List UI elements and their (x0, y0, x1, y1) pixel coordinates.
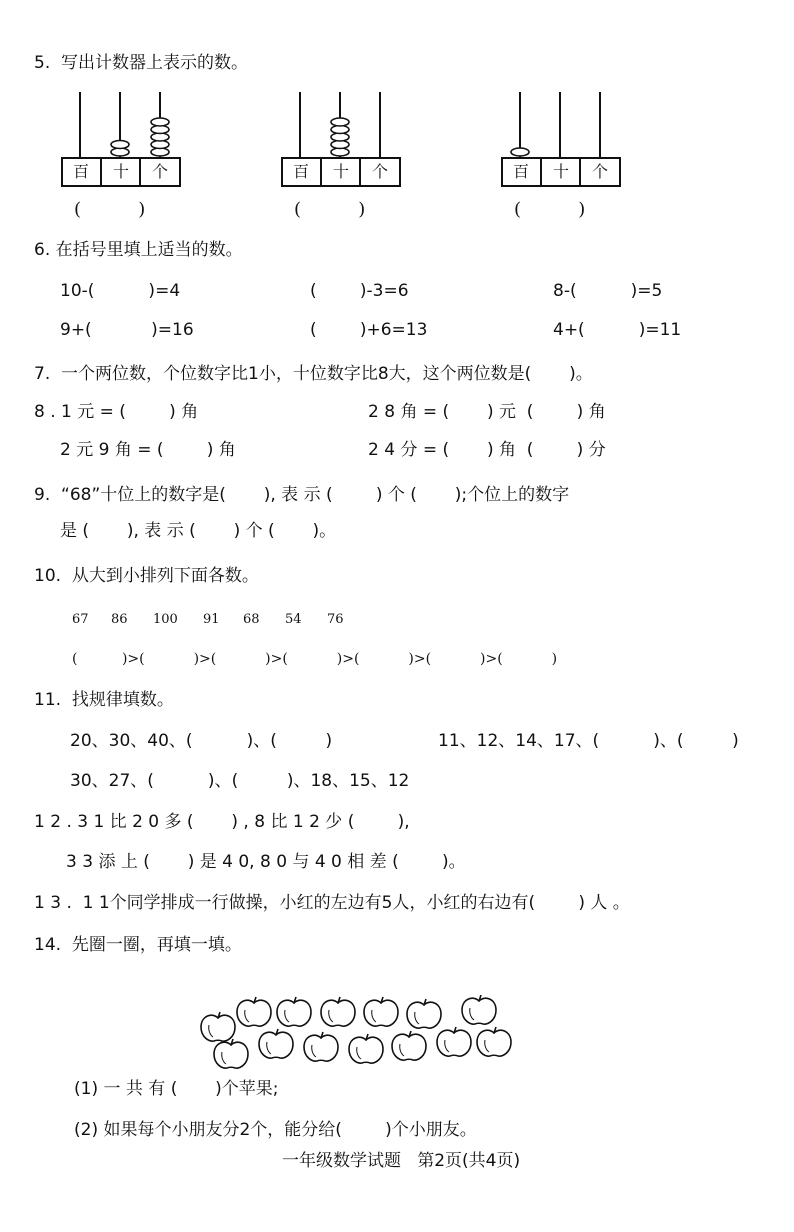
apple-icon (321, 997, 355, 1026)
q5-answer-2[interactable]: ( ) (294, 199, 366, 220)
q8-item-3[interactable]: 2 元 9 角 = ( ) 角 (60, 440, 236, 460)
label-tens: 十 (333, 162, 350, 181)
label-ones: 个 (372, 162, 389, 181)
page-footer: 一年级数学试题 第2页(共4页) (282, 1151, 521, 1171)
q10-number: 54 (285, 612, 302, 627)
apple-group (185, 978, 516, 1079)
apple-icon (214, 1039, 248, 1068)
apple-icon (437, 1027, 471, 1056)
q11-title: 11. 找规律填数。 (34, 690, 174, 710)
q6-item-4[interactable]: 9+( )=16 (60, 320, 194, 340)
q10-number: 100 (153, 612, 178, 627)
q6-item-1[interactable]: 10-( )=4 (60, 281, 181, 301)
q10-title: 10. 从大到小排列下面各数。 (34, 566, 259, 586)
apple-icon (392, 1031, 426, 1060)
q14-sub-1[interactable]: (1) 一 共 有 ( )个苹果; (74, 1079, 279, 1099)
q13-text[interactable]: 1 3 . 1 1个同学排成一行做操，小红的左边有5人，小红的右边有( ) 人 。 (34, 893, 630, 913)
q10-number: 86 (111, 612, 128, 627)
apple-icon (277, 997, 311, 1026)
label-tens: 十 (553, 162, 570, 181)
q9-line-2[interactable]: 是 ( ), 表 示 ( ) 个 ( )。 (60, 521, 337, 541)
abacus-bead (511, 148, 529, 156)
q6-item-6[interactable]: 4+( )=11 (553, 320, 682, 340)
apple-icon (237, 997, 271, 1026)
q10-number: 68 (243, 612, 260, 627)
q7-text[interactable]: 7. 一个两位数，个位数字比1小，十位数字比8大，这个两位数是( )。 (34, 364, 593, 384)
apple-icon (259, 1029, 293, 1058)
apple-icon (349, 1034, 383, 1063)
q6-item-5[interactable]: ( )+6=13 (310, 320, 428, 340)
q14-sub-2[interactable]: (2) 如果每个小朋友分2个，能分给( )个小朋友。 (74, 1120, 477, 1140)
abacus-bead (331, 118, 349, 126)
q8-item-1[interactable]: 8 . 1 元 = ( ) 角 (34, 402, 199, 422)
apple-icon (364, 997, 398, 1026)
q10-number: 76 (327, 612, 344, 627)
label-hundreds: 百 (293, 162, 310, 181)
q11-row2[interactable]: 30、27、( )、( )、18、15、12 (70, 771, 410, 791)
label-ones: 个 (152, 162, 169, 181)
q10-number: 67 (72, 612, 89, 627)
abacus-bead (111, 141, 129, 149)
q10-answer[interactable]: ( )>( )>( )>( )>( )>( )>( ) (72, 651, 558, 667)
label-ones: 个 (592, 162, 609, 181)
apple-icon (304, 1032, 338, 1061)
q5-answer-1[interactable]: ( ) (74, 199, 146, 220)
apple-icon (477, 1027, 511, 1056)
q12-line-1[interactable]: 1 2 . 3 1 比 2 0 多 ( ) , 8 比 1 2 少 ( ), (34, 812, 410, 832)
q6-item-2[interactable]: ( )-3=6 (310, 281, 409, 301)
q5-title: 5. 写出计数器上表示的数。 (34, 53, 249, 73)
q6-item-3[interactable]: 8-( )=5 (553, 281, 663, 301)
q11-row1-left[interactable]: 20、30、40、( )、( ) (70, 731, 333, 751)
apple-icon (407, 999, 441, 1028)
q8-item-4[interactable]: 2 4 分 = ( ) 角 ( ) 分 (368, 440, 606, 460)
abacus-2 (280, 90, 402, 190)
apple-icon (462, 995, 496, 1024)
q10-number: 91 (203, 612, 220, 627)
abacus-3 (500, 90, 622, 190)
abacus-bead (151, 118, 169, 126)
label-hundreds: 百 (73, 162, 90, 181)
abacus-1 (60, 90, 182, 190)
label-tens: 十 (113, 162, 130, 181)
q11-row1-right[interactable]: 11、12、14、17、( )、( ) (438, 731, 739, 751)
q14-title: 14. 先圈一圈，再填一填。 (34, 935, 242, 955)
q8-item-2[interactable]: 2 8 角 = ( ) 元 ( ) 角 (368, 402, 606, 422)
apple-icon (201, 1012, 235, 1041)
label-hundreds: 百 (513, 162, 530, 181)
q12-line-2[interactable]: 3 3 添 上 ( ) 是 4 0, 8 0 与 4 0 相 差 ( )。 (66, 852, 466, 872)
q5-answer-3[interactable]: ( ) (514, 199, 586, 220)
q9-line-1[interactable]: 9. “68”十位上的数字是( ), 表 示 ( ) 个 ( );个位上的数字 (34, 485, 570, 505)
q6-title: 6. 在括号里填上适当的数。 (34, 240, 243, 260)
